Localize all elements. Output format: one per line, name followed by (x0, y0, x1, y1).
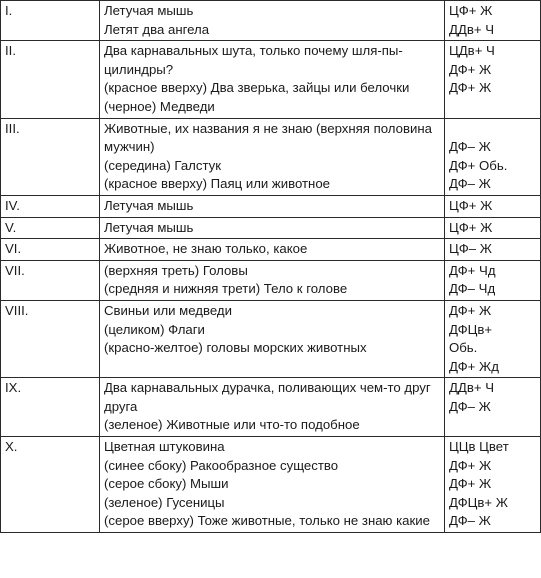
scoring-code: ДФ+ Обь. (449, 157, 508, 173)
scoring-cell (445, 195, 541, 217)
card-number-cell (1, 195, 100, 217)
scoring-code: ДФ+ Ж (449, 80, 492, 96)
scoring-code: ДДв+ Ч (449, 380, 495, 396)
table-row-7 (1, 260, 541, 300)
response-cell (100, 1, 445, 41)
response-line: Летучая мышь (104, 3, 194, 18)
scoring-code: ДФ– Ж (449, 176, 491, 192)
response-cell (100, 217, 445, 239)
response-line: (зеленое) Гусеницы (104, 494, 225, 510)
scoring-code: ДФ+ Ж (449, 457, 492, 473)
response-line: Цветная штуковина (104, 439, 225, 455)
response-cell (100, 300, 445, 377)
scoring-code: ДДв+ Ч (449, 21, 495, 37)
scoring-code: ДФ+ Ж (449, 476, 492, 492)
card-number: X. (5, 439, 18, 455)
card-number: I. (5, 3, 13, 18)
card-number: II. (5, 43, 16, 59)
response-line: (красно-желтое) головы морских животных (104, 340, 367, 356)
response-line: (середина) Галстук (104, 157, 222, 173)
scoring-code: ДФ– Чд (449, 281, 496, 297)
scoring-cell (445, 1, 541, 41)
response-line: (средняя и нижняя трети) Тело к голове (104, 281, 348, 297)
scoring-code: ЦФ– Ж (449, 241, 492, 257)
scoring-code: ЦФ+ Ж (449, 219, 493, 235)
table-row-6 (1, 239, 541, 261)
table-row-3 (1, 118, 541, 195)
card-number: VIII. (5, 302, 29, 318)
scoring-code: ДФ+ Ж (449, 61, 492, 77)
card-number: IV. (5, 197, 20, 213)
response-line: Два карнавальных шута, только почему шля-пы-цилиндры? (104, 43, 403, 77)
card-number-cell (1, 217, 100, 239)
card-number-cell (1, 41, 100, 118)
scoring-code: ЦФ+ Ж (449, 197, 493, 213)
scoring-code: ДФЦв+ (449, 321, 493, 337)
response-line: (серое вверху) Тоже животные, только не знаю какие (104, 513, 430, 529)
table-row-1 (1, 1, 541, 41)
card-number-cell (1, 300, 100, 377)
scoring-code: ДФ– Ж (449, 513, 491, 529)
scoring-code: ДФ+ Жд (449, 358, 499, 374)
spacer (449, 120, 536, 139)
card-number: VII. (5, 262, 25, 278)
response-line: (красное вверху) Два зверька, зайцы или белочки (104, 80, 410, 96)
card-number-cell (1, 437, 100, 533)
table-row-5 (1, 217, 541, 239)
response-line: Летят два ангела (104, 21, 210, 37)
response-line: (красное вверху) Паяц или животное (104, 176, 331, 192)
scoring-code: ДФ– Ж (449, 398, 491, 414)
response-line: (серое сбоку) Мыши (104, 476, 229, 492)
response-cell (100, 437, 445, 533)
card-number-cell (1, 239, 100, 261)
table-row-2 (1, 41, 541, 118)
scoring-code: ЦДв+ Ч (449, 43, 495, 59)
scoring-cell (445, 118, 541, 195)
scoring-cell (445, 239, 541, 261)
card-number-cell (1, 118, 100, 195)
scoring-cell (445, 378, 541, 437)
scoring-code: Обь. (449, 340, 478, 356)
card-number-cell (1, 378, 100, 437)
response-line: Животное, не знаю только, какое (104, 241, 308, 257)
table-row-8 (1, 300, 541, 377)
card-number-cell (1, 260, 100, 300)
scoring-cell (445, 300, 541, 377)
response-line: Животные, их названия я не знаю (верхняя половина мужчин) (104, 120, 432, 155)
response-line: Летучая мышь (104, 219, 194, 235)
card-number: III. (5, 120, 20, 136)
response-line: Свиньи или медведи (104, 302, 232, 318)
card-number: V. (5, 219, 17, 235)
scoring-code: ДФ+ Чд (449, 262, 496, 278)
response-cell (100, 378, 445, 437)
scoring-code: ЦЦв Цвет (449, 439, 509, 455)
response-line: (синее сбоку) Ракообразное существо (104, 457, 339, 473)
scoring-code: ДФЦв+ Ж (449, 494, 508, 510)
card-number: IX. (5, 380, 22, 396)
response-cell (100, 195, 445, 217)
scoring-cell (445, 437, 541, 533)
response-cell (100, 118, 445, 195)
table-row-10 (1, 437, 541, 533)
response-line: Летучая мышь (104, 197, 194, 213)
table-row-4 (1, 195, 541, 217)
scoring-code: ДФ+ Ж (449, 302, 492, 318)
scoring-code: ЦФ+ Ж (449, 3, 493, 18)
card-number-cell (1, 1, 100, 41)
protocol-table-body (1, 1, 541, 533)
scoring-cell (445, 41, 541, 118)
response-cell (100, 41, 445, 118)
response-line: (черное) Медведи (104, 98, 215, 114)
response-line: (целиком) Флаги (104, 321, 205, 337)
response-cell (100, 260, 445, 300)
response-line: (верхняя треть) Головы (104, 262, 248, 278)
scoring-cell (445, 217, 541, 239)
scoring-code: ДФ– Ж (449, 139, 491, 155)
card-number: VI. (5, 241, 22, 257)
response-cell (100, 239, 445, 261)
response-line: Два карнавальных дурачка, поливающих чем-то друг друга (104, 380, 431, 414)
response-line: (зеленое) Животные или что-то подобное (104, 417, 360, 433)
table-row-9 (1, 378, 541, 437)
scoring-cell (445, 260, 541, 300)
